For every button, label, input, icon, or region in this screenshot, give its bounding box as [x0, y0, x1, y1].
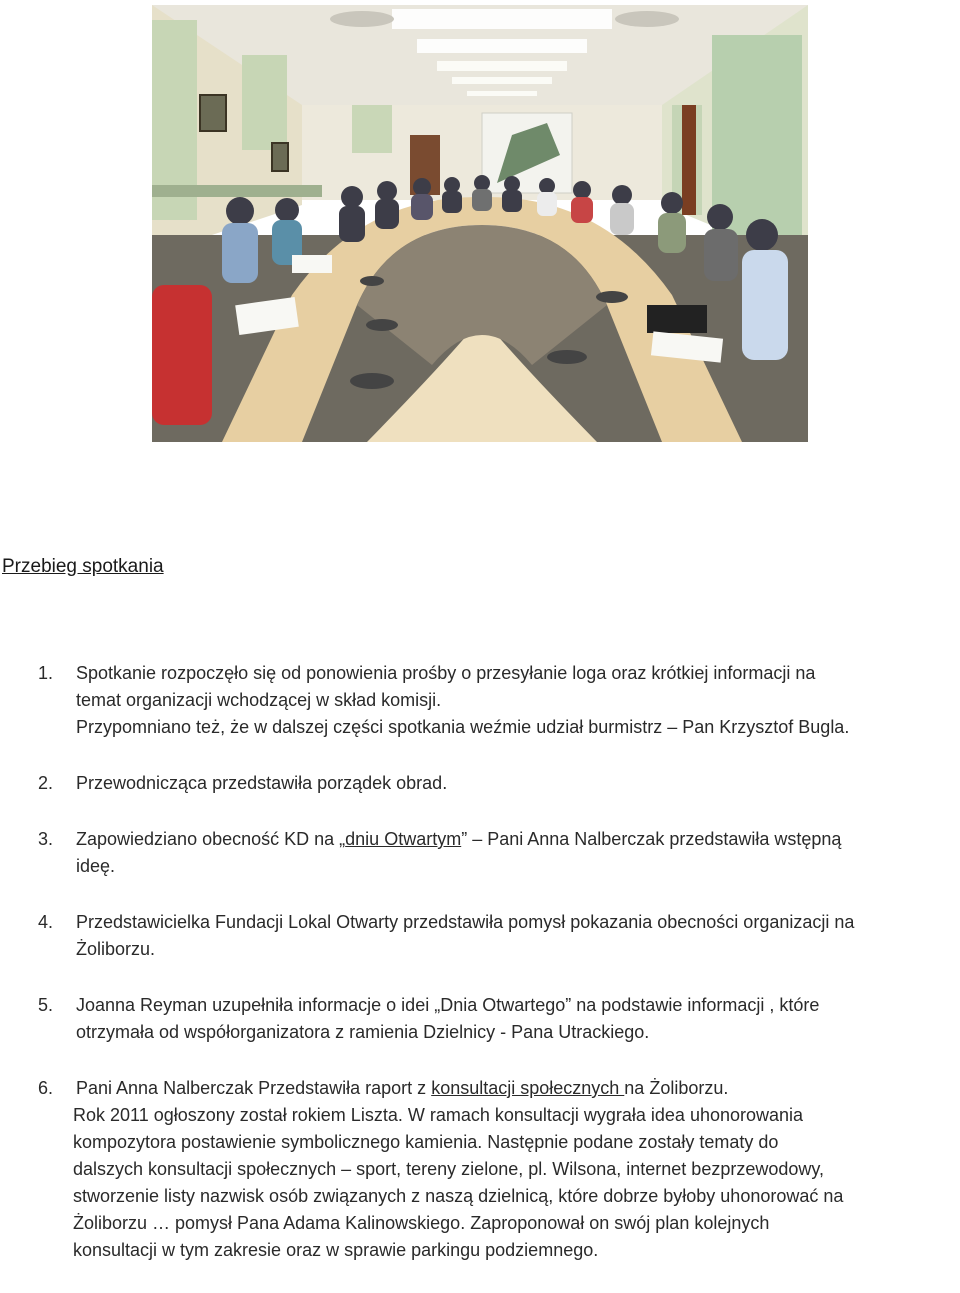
list-item: 2. Przewodnicząca przedstawiła porządek obrad.	[38, 773, 448, 793]
list-item: 4. Przedstawicielka Fundacji Lokal Otwarty przedstawiła pomysł pokazania obecności organizacji na Żoliborzu.	[38, 912, 855, 959]
open-day-link[interactable]: dniu Otwartym	[345, 829, 462, 849]
section-heading: Przebieg spotkania	[2, 556, 164, 577]
list-item: 6. Pani Anna Nalberczak Przedstawiła raport z konsultacji społecznych na Żoliborzu. Rok 2011 ogłoszony został rokiem Liszta. W ramach konsultacji wygrała idea uhonorowania kompozytora postawienie symbolicznego kamienia. Następnie podane zostały tematy do dalszych konsultacji społecznych – sport, tereny zielone, pl. Wilsona, internet bezprzewodowy, stworzenie listy nazwisk osób związanych z naszą dzielnicą, które dobrze byłoby uhonorować na Żoliborzu … pomysł Pana Adama Kalinowskiego. Zaproponował on swój plan kolejnych konsultacji w tym zakresie oraz w sprawie parkingu podziemnego.	[38, 1078, 844, 1260]
meeting-room-photo	[152, 5, 808, 442]
list-item: 5. Joanna Reyman uzupełniła informacje o idei „Dnia Otwartego” na podstawie informacji , które otrzymała od współorganizatora z ramienia Dzielnicy - Pana Utrackiego.	[38, 995, 820, 1042]
public-consultations-link[interactable]: konsultacji społecznych	[431, 1078, 625, 1098]
list-item: 3. Zapowiedziano obecność KD na „dniu Otwartym” – Pani Anna Nalberczak przedstawiła wstępną ideę.	[38, 829, 842, 876]
list-item: 1. Spotkanie rozpoczęło się od ponowienia prośby o przesyłanie loga oraz krótkiej informacji na temat organizacji wchodzącej w skład komisji. Przypomniano też, że w dalszej części spotkania weźmie udział burmistrz – Pan Krzysztof Bugla.	[38, 663, 850, 737]
meeting-agenda-list	[0, 660, 960, 1293]
